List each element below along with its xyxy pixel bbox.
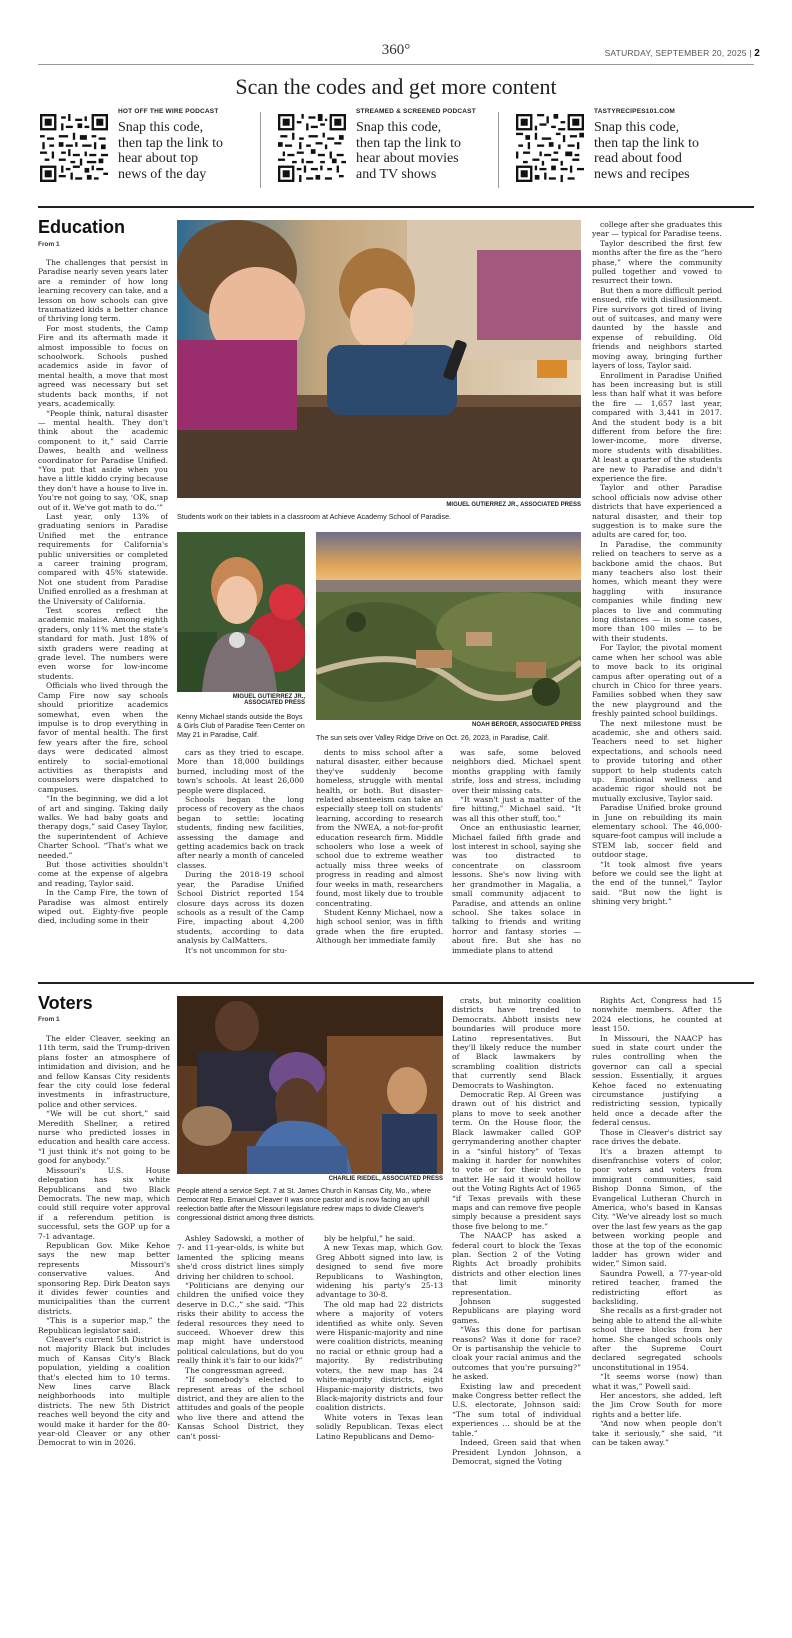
article-paragraph: The elder Cleaver, seeking an 11th term, said the Trump-driven plans foster an atmosphere of intimidation and division, and he and fellow Kansas City residents fear the city could lose federal investments in infrastructure, police and other services. [38, 1034, 170, 1109]
photo-credit-line: MIGUEL GUTIERREZ JR., [232, 694, 305, 700]
qr-code-icon[interactable] [40, 114, 108, 182]
article-paragraph: “People think, natural disaster — mental health. They don't think about the academic component to it,” said Carrie Dawes, health and wellness coordinator for Paradise Unified. “You put that aside when you have a little kiddo crying because they don't have a house to live in. You're not going to say, ‘OK, snap out of it. We've got math to do.’” [38, 408, 168, 512]
article-paragraph: Missouri's U.S. House delegation has six white Republicans and two Black Democrats. The new map, which could still require voter approval if a referendum petition is successful, sets the GOP up for a 7-1 advantage. [38, 1165, 170, 1241]
jump-from: From 1 [38, 1016, 60, 1023]
dateline [605, 48, 760, 59]
photo-caption: Kenny Michael stands outside the Boys & Girls Club of Paradise Teen Center on May 21 in Paradise, Calif. [177, 712, 305, 739]
photo-caption: Students work on their tablets in a classroom at Achieve Academy School of Paradise. [177, 512, 452, 521]
article-paragraph: She recalls as a first-grader not being able to attend the all-white school three blocks from her home. She changed schools only after the Supreme Court declared segregated schools unconstitutional in 1954. [592, 1306, 722, 1372]
article-paragraph: Student Kenny Michael, now a high school senior, was in fifth grade when the fire erupted. Although her immediate family [316, 907, 443, 946]
photo-caption: People attend a service Sept. 7 at St. James Church in Kansas City, Mo., where Democrat Rep. Emanuel Cleaver II was once pastor and is now facing an uphill reelection battle after the Missouri legislature redrew maps to divide Cleaver's congressional district among three districts. [177, 1186, 431, 1222]
education-column-4 [452, 748, 581, 976]
qr-divider [498, 112, 499, 188]
voters-heading: Voters [38, 993, 93, 1013]
section-masthead: 360° [381, 42, 411, 58]
portrait-photo-image [177, 532, 305, 692]
article-paragraph: Officials who lived through the Camp Fire now say schools should prioritize academics somewhat, even when the impulse is to drop everything in favor of mental health. The first few years after the fire, school days were dedicated almost entirely to social-emotional activities as therapists and counselors were dispatched to campuses. [38, 681, 168, 794]
article-paragraph: The old map had 22 districts where a majority of voters identified as white only. Seven were Hispanic-majority and nine were coalition districts, meaning no racial or ethnic group had a majority. By redistributing voters, the new map has 24 white-majority districts, eight Hispanic-majority districts, two Black-majority districts and four coalition districts. [316, 1299, 443, 1413]
article-paragraph: “We will be cut short,” said Meredith Shellner, a retired nurse who predicted losses in education and health care access. “I just think it's not going to be good for anybody.” [38, 1109, 170, 1166]
church-photo [177, 996, 443, 1174]
article-paragraph: Once an enthusiastic learner, Michael failed fifth grade and lost interest in school, saying she was too distracted to concentrate on classroom lessons. She's now living with her grandmother in Magalia, a small community adjacent to Paradise, and attends an online school. She takes solace in talking to friends and writing horror and fantasy stories — about fire. But she has no immediate plans to attend [452, 823, 581, 955]
qr-kicker: STREAMED & SCREENED PODCAST [356, 108, 476, 115]
article-paragraph: For Taylor, the pivotal moment came when her school was able to move back to its original campus after operating out of a church in Chico for three years. Families sobbed when they saw the new playground and the freshly painted school buildings. [592, 643, 722, 719]
header-rule [38, 64, 754, 65]
voters-column-3 [316, 1234, 443, 1632]
photo-caption: The sun sets over Valley Ridge Drive on Oct. 26, 2023, in Paradise, Calif. [316, 733, 550, 742]
article-paragraph: Republican Gov. Mike Kehoe says the new map better represents Missouri's conservative values. And sponsoring Rep. Dirk Deaton says it divides fewer counties and municipalities than the current districts. [38, 1240, 170, 1316]
article-paragraph: “It took almost five years before we could see the light at the end of the tunnel,” Taylor said. “But now the light is shining very bright.” [592, 859, 722, 907]
jump-from: From 1 [38, 241, 60, 248]
voters-column-2 [177, 1234, 304, 1632]
qr-description: Snap this code, then tap the link to hear about movies and TV shows [356, 120, 461, 182]
qr-block-podcast[interactable] [40, 108, 260, 188]
education-column-3 [316, 748, 443, 976]
education-column-5 [592, 220, 722, 976]
article-paragraph: Schools began the long process of recovery as the chaos began to settle: locating students, finding new facilities, assessing the damage and getting academics back on track after nearly a month of canceled classes. [177, 795, 304, 870]
article-paragraph: A new Texas map, which Gov. Greg Abbott signed into law, is designed to send five more Republicans to Washington, widening his party's 25-13 advantage to 30-8. [316, 1243, 443, 1300]
education-heading: Education [38, 217, 126, 237]
section-rule [38, 982, 754, 984]
article-paragraph: “It seems worse (now) than what it was,” Powell said. [592, 1372, 722, 1391]
article-paragraph: During the 2018-19 school year, the Paradise Unified School District reported 154 closure days across its dozen schools as a result of the Camp Fire, impacting about 4,200 students, according to data analysis by CalMatters. [177, 870, 304, 946]
section-rule [38, 206, 754, 208]
qr-description: Snap this code, then tap the link to read about food news and recipes [594, 120, 699, 182]
aerial-photo-image [316, 532, 581, 720]
article-paragraph: Enrollment in Paradise Unified has been increasing but is still less than half what it was before the fire — 1,657 last year, compared with 3,441 in 2017. And the student body is a bit different from before the fire: lower-income, more diverse, more students with disabilities. At least a quarter of the students are new to Paradise and didn't experience the fire. [592, 370, 722, 483]
article-paragraph: Test scores reflect the academic malaise. Among eighth graders, only 11% met the state's standard for math. Just 18% of sixth graders were reading at grade level. The numbers were even worse for low-income students. [38, 606, 168, 681]
qr-kicker: HOT OFF THE WIRE PODCAST [118, 108, 219, 115]
article-paragraph: The challenges that persist in Paradise nearly seven years later are a reminder of how long learning recovery can take, and a lesson on how schools can give traumatized kids a better chance of thriving long term. [38, 258, 168, 324]
qr-block-recipes[interactable] [516, 108, 746, 188]
article-paragraph: crats, but minority coalition districts have trended to Democrats. Abbott insists new boundaries will produce more Latino representatives. But they'll likely reduce the number of Black lawmakers by scrambling coalition districts that currently send Black Democrats to Washington. [452, 996, 581, 1090]
classroom-photo-image [177, 220, 581, 498]
article-paragraph: In Paradise, the community relied on teachers to serve as a backbone amid the chaos. But many teachers also lost their homes, which meant they were haggling with insurance companies while finding new places to live and commuting long distances — in some cases, more than 100 miles — to be with their students. [592, 539, 722, 643]
education-column-2 [177, 748, 304, 976]
article-paragraph: For most students, the Camp Fire and its aftermath made it almost impossible to focus on schoolwork. Schools pushed academics aside in favor of mental health, a move that most agreed was necessary but set students back months, if not years, academically. [38, 323, 168, 409]
photo-credit: NOAH BERGER, ASSOCIATED PRESS [471, 722, 581, 728]
article-paragraph: Paradise Unified broke ground in June on rebuilding its main elementary school. The 46,000-square-foot campus will include a STEM lab, soccer field and outdoor stage. [592, 803, 722, 860]
article-paragraph: In the Camp Fire, the town of Paradise was almost entirely wiped out. Eighty-five people died, including some in their [38, 888, 168, 926]
article-paragraph: bly be helpful,” he said. [324, 1234, 416, 1243]
article-paragraph: college after she graduates this year — typical for Paradise teens. [592, 220, 722, 239]
voters-column-1 [38, 1034, 170, 1632]
article-paragraph: Democratic Rep. Al Green was drawn out of his district and plans to move to seek another term. On the House floor, the Black lawmaker called GOP gerrymandering another chapter in a “sinful history” of Texas making it harder for nonwhites to vote or for their votes to matter. He said it would hollow out the Voting Rights Act of 1965 “if Texas prevails with these maps and can remove five people simply because a president says those five belong to me.” [452, 1090, 581, 1231]
article-paragraph: It's not uncommon for stu- [185, 945, 288, 955]
article-paragraph: In Missouri, the NAACP has sued in state court under the rules controlling when the governor can call a special session. Essentially, it argues Kehoe faced no extenuating circumstance justifying a redistricting session, typically held once a decade after the federal census. [592, 1033, 722, 1128]
article-paragraph: But those activities shouldn't come at the expense of algebra and reading, Taylor said. [38, 860, 168, 888]
article-paragraph: Cleaver's current 5th District is not majority Black but includes much of Kansas City's Black population, yielding a coalition that's elected him to 10 terms. New lines carve Black neighborhoods into multiple districts. The new 5th District reaches well beyond the city and would make it harder for the 80-year-old Cleaver or any other Democrat to win in 2026. [38, 1335, 170, 1448]
article-paragraph: was safe, some beloved neighbors died. Michael spent months grappling with family strife, loss and stress, including over their missing cats. [452, 748, 581, 795]
qr-kicker: TASTYRECIPES101.COM [594, 108, 675, 115]
portrait-photo [177, 532, 305, 692]
article-paragraph: dents to miss school after a natural disaster, either because they've suddenly become homeless, struggle with mental health, or both. But disaster-related absenteeism can take an especially steep toll on students' learning, according to research from the NWEA, a not-for-profit education research firm. Middle schoolers who lose a week of school due to extreme weather actually miss three weeks of progress in reading and almost four weeks in math, researchers found, most likely due to trouble concentrating. [316, 748, 443, 908]
article-paragraph: cars as they tried to escape. More than 18,000 buildings burned, including most of the town's schools. At least 26,000 people were displaced. [177, 748, 304, 795]
aerial-photo [316, 532, 581, 720]
article-paragraph: It's a brazen attempt to disenfranchise voters of color, poor voters and voters from immigrant communities, said Bishop Donna Simon, of the Evangelical Lutheran Church in America, who's based in Kansas City. “We've already lost so much over the last few years as the gap between working people and those at the top of the economic ladder has grown wider and wider,” Simon said. [592, 1146, 722, 1269]
article-paragraph: Existing law and precedent make Congress better reflect the U.S. electorate, Johnson said: “The sum total of individual experiences … should be at the table.” [452, 1381, 581, 1438]
article-paragraph: “If somebody's elected to represent areas of the school district, and they are alien to the attitudes and goals of the people who live there and attend the Kansas School District, they can't possi- [177, 1375, 304, 1441]
page-number: 2 [754, 48, 760, 59]
article-paragraph: The NAACP has asked a federal court to block the Texas plan. Section 2 of the Voting Rights Act broadly prohibits districts and other election lines that limit minority representation. [452, 1231, 581, 1297]
article-paragraph: “In the beginning, we did a lot of art and singing. Taking daily walks. We had baby goats and therapy dogs,” said Casey Taylor, the superintendent of Achieve Charter School. “That's what we needed.” [38, 794, 168, 860]
article-paragraph: Last year, only 13% of graduating seniors in Paradise Unified met the entrance requirements for California's public universities or completed a career training program, compared with 45% statewide. Not one student from Paradise Unified enrolled as a freshman at the University of California. [38, 511, 168, 606]
date-text: SATURDAY, SEPTEMBER 20, 2025 | [604, 48, 752, 58]
photo-credit-line: ASSOCIATED PRESS [244, 700, 305, 706]
article-paragraph: “And now when people don't take it seriously,” she said, “it can be taken away.” [592, 1419, 722, 1448]
article-paragraph: “Was this done for partisan reasons? Was it done for race? Or is partisanship the vehicle to cloak your racial animus and the outcomes that you're pursuing?” he asked. [452, 1325, 581, 1382]
photo-credit [177, 694, 305, 706]
classroom-photo [177, 220, 581, 498]
scan-title: Scan the codes and get more content [235, 74, 557, 99]
qr-code-icon[interactable] [278, 114, 346, 182]
voters-column-5 [592, 996, 722, 1632]
article-paragraph: White voters in Texas lean solidly Republican. Texas elect Latino Republicans and Demo- [316, 1412, 443, 1441]
church-photo-image [177, 996, 443, 1174]
photo-credit: MIGUEL GUTIERREZ JR., ASSOCIATED PRESS [446, 502, 581, 508]
article-paragraph: But then a more difficult period ensued, rife with disillusionment. Fire survivors got tired of living out of suitcases, and many were daunted by the hassle and expense of rebuilding. Old friends and neighbors started moving away, bringing further layers of loss, Taylor said. [592, 285, 722, 371]
article-paragraph: Johnson suggested Republicans are playing word games. [452, 1297, 581, 1325]
article-paragraph: Ashley Sadowski, a mother of 7- and 11-year-olds, is white but lamented the splicing means she'd cross district lines simply driving her children to school. [177, 1234, 304, 1281]
article-paragraph: The congressman agreed. [185, 1365, 285, 1375]
article-paragraph: Those in Cleaver's district say race drives the debate. [592, 1127, 722, 1147]
qr-block-streamed[interactable] [278, 108, 498, 188]
article-paragraph: Saundra Powell, a 77-year-old retired teacher, framed the redistricting effort as backsliding. [592, 1268, 722, 1306]
article-paragraph: The next milestone must be academic, she and others said. Teachers need to set higher expectations, and schools need to provide tutoring and other support to help students catch up. Emotional wellness and academic rigor should not be mutually exclusive, Taylor said. [592, 718, 722, 803]
article-paragraph: “It wasn't just a matter of the fire hitting,” Michael said. “It was all this other stuff, too.” [452, 795, 581, 823]
article-paragraph: “This is a superior map,” the Republican legislator said. [38, 1316, 170, 1335]
article-paragraph: Taylor and other Paradise school officials now advise other districts that have experienced a natural disaster, and their top suggestion is to make sure the adults are cared for, too. [592, 483, 722, 540]
qr-description: Snap this code, then tap the link to hear about top news of the day [118, 120, 223, 182]
article-paragraph: “Politicians are denying our children the unified voice they deserve in D.C.,” she said. “This risks their ability to access the federal resources they need to succeed. Whoever drew this map might have understood political calculations, but do you really think it's fair to our kids?” [177, 1281, 304, 1366]
article-paragraph: Taylor described the first few months after the fire as the “hero phase,” where the community pulled together and vowed to resurrect their town. [592, 238, 722, 286]
voters-column-4 [452, 996, 581, 1632]
qr-divider [260, 112, 261, 188]
article-paragraph: Indeed, Green said that when President Lyndon Johnson, a Democrat, signed the Voting [452, 1438, 581, 1466]
article-paragraph: Her ancestors, she added, left the Jim Crow South for more rights and a better life. [592, 1391, 722, 1419]
education-column-1 [38, 258, 168, 976]
article-paragraph: Rights Act, Congress had 15 nonwhite members. After the 2024 elections, he counted at least 150. [592, 996, 722, 1034]
qr-code-icon[interactable] [516, 114, 584, 182]
photo-credit: CHARLIE RIEDEL, ASSOCIATED PRESS [328, 1176, 443, 1182]
